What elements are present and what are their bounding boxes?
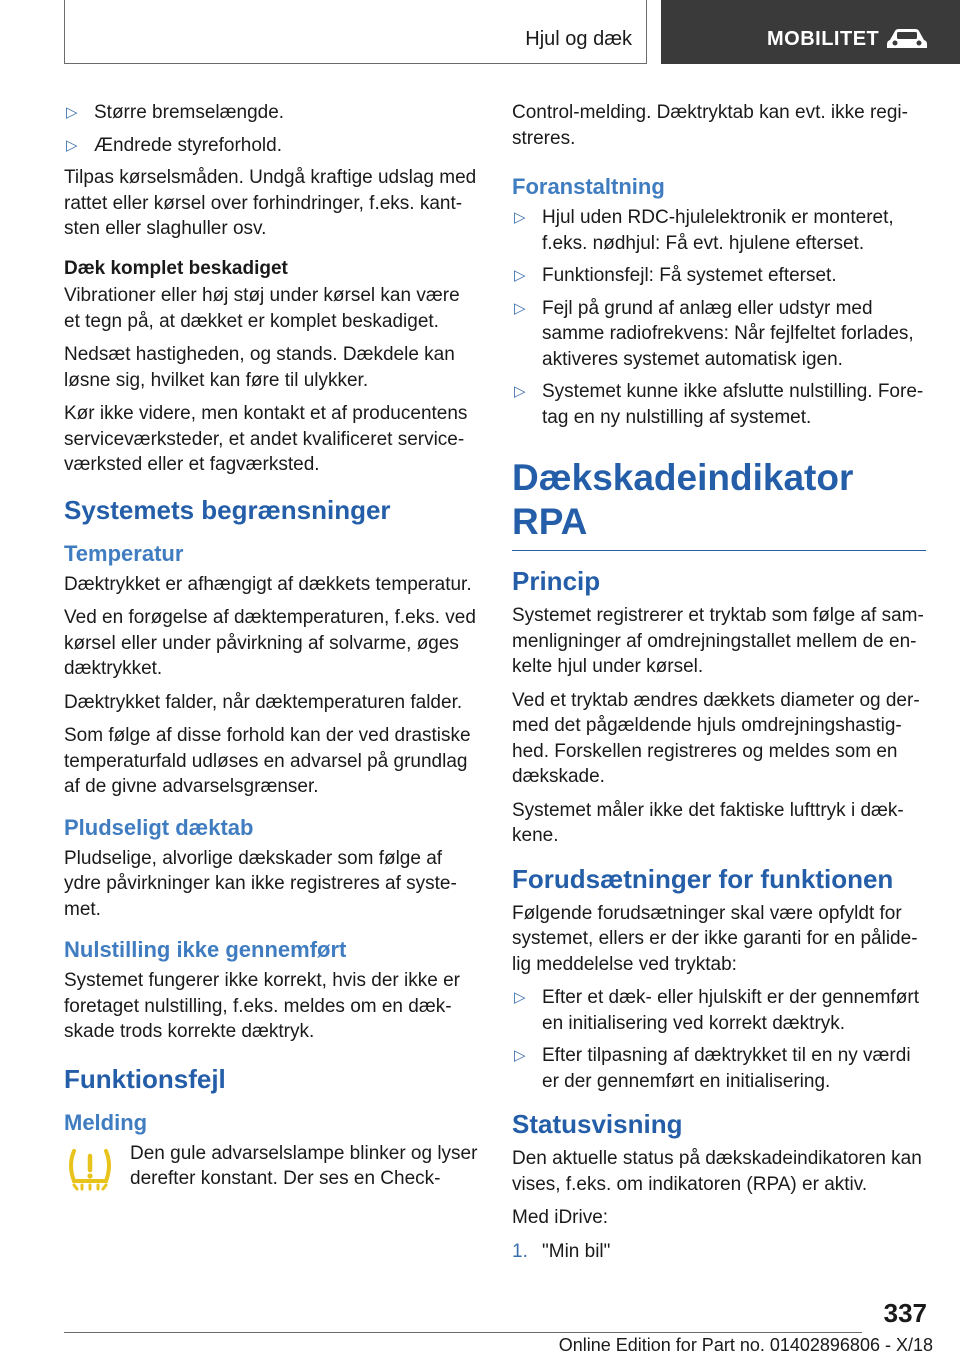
subsection-heading: Melding: [64, 1109, 148, 1135]
list-item: ▷ Efter tilpasning af dæktrykket til en ny værdi er der gennemført en initialisering.: [514, 1045, 911, 1092]
subsection-heading: Nulstilling ikke gennemført: [64, 937, 347, 962]
list-item: ▷ Ændrede styreforhold.: [64, 133, 478, 159]
section-heading: Princip: [512, 566, 601, 596]
subsection-heading: Temperatur: [64, 540, 184, 566]
list-item: ▷ Funktionsfejl: Få systemet efterset.: [512, 263, 926, 289]
list-item: ▷ Efter et dæk- eller hjulskift er der gennemført en initialisering ved korrekt dæktryk.: [514, 987, 919, 1034]
bullet-triangle-icon: ▷: [514, 383, 526, 400]
bullet-triangle-icon: ▷: [514, 299, 526, 317]
list-item: ▷ Større bremselængde.: [64, 100, 478, 126]
bullet-triangle-icon: ▷: [514, 989, 526, 1006]
step-number: 1.: [512, 1240, 528, 1262]
chapter-title: MOBILITET: [767, 28, 880, 50]
paragraph: Ved en forøgelse af dæktemperaturen, f.eks. ved kørsel eller under påvirkning af solvarme, øges dæktrykket.: [64, 607, 476, 679]
bullet-triangle-icon: ▷: [514, 1047, 526, 1064]
paragraph: Systemet registrerer et tryktab som følge af sammenligninger af omdrejningstallet mellem de enkelte hjul under kørsel.: [512, 605, 924, 677]
bullet-triangle-icon: ▷: [66, 136, 78, 154]
car-icon: [886, 26, 928, 52]
footer-edition: Online Edition for Part no. 01402896806 - X/18: [558, 1335, 933, 1355]
paragraph: Dæktrykket er afhængigt af dækkets temperatur.: [64, 573, 472, 595]
section-heading: Funktionsfejl: [64, 1063, 226, 1094]
paragraph: Dæktrykket falder, når dæktemperaturen falder.: [64, 691, 463, 713]
section-title: Hjul og dæk: [525, 28, 632, 50]
paragraph: Følgende forudsætninger skal være opfyldt for systemet, ellers er der ikke garanti for en pålidelig meddelelse ved tryktab:: [512, 902, 918, 975]
list-item: ▷ Fejl på grund af anlæg eller udstyr med samme radiofrekvens: Når fejlfeltet forlades, aktiveres systemet automatisk igen.: [514, 297, 914, 370]
chapter-tab[interactable]: [661, 0, 960, 64]
subsection-heading: Pludseligt dæktab: [64, 814, 254, 840]
bullet-triangle-icon: ▷: [66, 104, 78, 121]
chapter-heading: Dækskadeindikator RPA: [512, 456, 926, 551]
bullet-triangle-icon: ▷: [514, 267, 526, 284]
paragraph: Pludselige, alvorlige dækskader som følge af ydre påvirkninger kan ikke registreres af systemet.: [64, 847, 457, 920]
footer-divider: [64, 1332, 862, 1333]
paragraph: Tilpas kørselsmåden. Undgå kraftige udslag med rattet eller kørsel over forhindringer, f.eks. kantsten eller slaghuller osv.: [64, 167, 477, 239]
paragraph: Kør ikke videre, men kontakt et af producentens serviceværksteder, et andet kvalificeret serviceværksted eller et fagværksted.: [64, 403, 468, 475]
section-heading: Systemets begrænsninger: [64, 494, 391, 525]
paragraph: Den aktuelle status på dækskadeindikatoren kan vises, f.eks. om indikatoren (RPA) er aktiv.: [512, 1148, 922, 1195]
bold-heading: Dæk komplet beskadiget: [64, 257, 288, 279]
list-item: ▷ Systemet kunne ikke afslutte nulstilling. Foretag en ny nulstilling af systemet.: [514, 381, 924, 428]
warning-block: [64, 1141, 478, 1192]
paragraph: Med iDrive:: [512, 1207, 609, 1228]
bullet-triangle-icon: ▷: [514, 209, 526, 226]
paragraph: Den gule advarselslampe blinker og lyser derefter konstant. Der ses en Check-: [130, 1142, 478, 1189]
paragraph: Systemet måler ikke det faktiske lufttryk i dækkene.: [512, 799, 904, 846]
right-column: [512, 100, 926, 1271]
tire-pressure-warning-icon: [64, 1143, 116, 1195]
section-heading: Forudsætninger for funktionen: [512, 863, 894, 894]
header-section-box: [64, 0, 647, 64]
paragraph: Nedsæt hastigheden, og stands. Dækdele kan løsne sig, hvilket kan føre til ulykker.: [64, 344, 455, 391]
section-heading: Statusvisning: [512, 1109, 683, 1139]
paragraph: Control-melding. Dæktryktab kan evt. ikke registreres.: [512, 102, 908, 149]
list-item: ▷ Hjul uden RDC-hjulelektronik er monteret, f.eks. nødhjul: Få evt. hjulene efterset.: [514, 207, 894, 254]
paragraph: Systemet fungerer ikke korrekt, hvis der ikke er foretaget nulstilling, f.eks. meldes om en dækskade trods korrekte dæktryk.: [64, 970, 460, 1042]
list-item: 1. "Min bil": [512, 1239, 926, 1265]
paragraph: Ved et tryktab ændres dækkets diameter og dermed det pågældende hjuls omdrejningshastighed. Forskellen registreres og meldes som en dækskade.: [512, 689, 920, 787]
paragraph: Som følge af disse forhold kan der ved drastiske temperaturfald udløses en advarsel på grundlag af de givne advarselsgrænser.: [64, 725, 471, 797]
page-number: 337: [883, 1298, 927, 1328]
subsection-heading: Foranstaltning: [512, 174, 665, 199]
paragraph: Vibrationer eller høj støj under kørsel kan være et tegn på, at dækket er komplet beskadiget.: [64, 285, 460, 332]
left-column: [64, 100, 478, 1200]
